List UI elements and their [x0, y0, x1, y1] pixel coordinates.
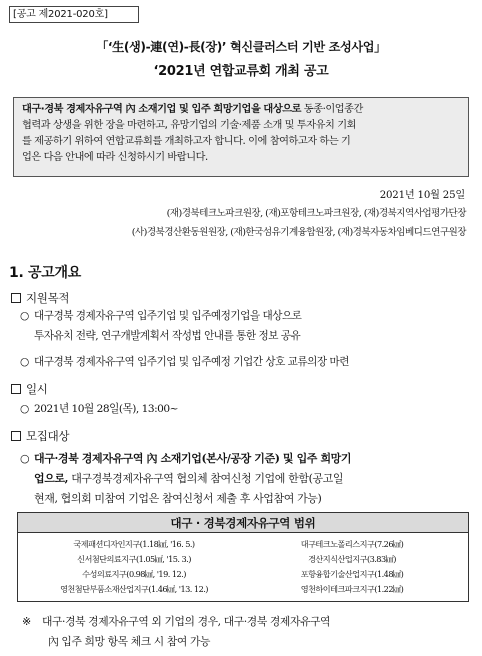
notice-number: [공고 제2021-020호] — [9, 6, 139, 23]
circle-bullet-icon: ○ — [20, 310, 29, 322]
zone-right-column — [242, 537, 462, 597]
organizations-line2: (사)경북경산환동원원장, (재)한국섬유기계융합원장, (재)경북자동차임베디드연구원장 — [131, 227, 466, 238]
zone-item: 수성의료지구(0.98㎢, '19. 12.) — [82, 569, 186, 579]
circle-bullet-icon: ○ — [20, 356, 29, 368]
zone-item: 국제패션디자인지구(1.18㎢, '16. 5.) — [73, 539, 195, 549]
organizations-line1: (재)경북테크노파크원장, (재)포항테크노파크원장, (재)경북지역사업평가단장 — [166, 208, 466, 219]
zone-item: 대구테크노폴리스지구(7.26㎢) — [300, 539, 404, 549]
purpose-heading: 지원목적 — [11, 290, 69, 306]
zone-range-table — [17, 512, 469, 602]
circle-bullet-icon: ○ — [20, 452, 30, 465]
checkbox-square-icon — [11, 384, 21, 394]
zone-item: 신서첨단의료지구(1.05㎢, '15. 3.) — [77, 554, 191, 564]
checkbox-square-icon — [11, 431, 21, 441]
zone-item: 포항융합기술산업지구(1.48㎢) — [300, 569, 404, 579]
zone-item: 경산지식산업지구(3.83㎢) — [308, 554, 396, 564]
schedule-heading: 일시 — [11, 381, 48, 397]
circle-bullet-icon: ○ — [20, 403, 29, 415]
eligibility-heading: 모집대상 — [11, 428, 69, 444]
zone-range-header: 대구 · 경북경제자유구역 범위 — [18, 513, 468, 533]
summary-line1-rest: 동종·이업종간 — [301, 104, 363, 115]
summary-line1 — [22, 102, 460, 118]
note-line2: 內 입주 희망 항목 체크 시 참여 가능 — [48, 635, 211, 648]
summary-box — [13, 97, 469, 177]
schedule-bullet: ○ 2021년 10월 28일(목), 13:00~ — [20, 400, 470, 420]
purpose-bullet-2: ○ 대구경북 경제자유구역 입주기업 및 입주예정 기업간 상호 교류의장 마련 — [20, 353, 470, 373]
title-line2: ‘2021년 연합교류회 개최 공고 — [153, 64, 329, 79]
checkbox-square-icon — [11, 293, 21, 303]
summary-line3: 를 제공하기 위하여 연합교류회를 개최하고자 합니다. 이에 참여하고자 하는 기 — [22, 136, 351, 147]
zone-left-column — [24, 537, 244, 597]
announcement-date: 2021년 10월 25일 — [379, 190, 465, 201]
note-line1: 대구·경북 경제자유구역 외 기업의 경우, 대구·경북 경제자유구역 — [42, 615, 331, 628]
title-line1: 「‘生(생)-連(연)-長(장)’ 혁신클러스터 기반 조성사업」 — [96, 40, 386, 54]
zone-item: 영천하이테크파크지구(1.22㎢) — [300, 584, 404, 594]
summary-line2: 협력과 상생을 위한 장을 마련하고, 유망기업의 기술·제품 소개 및 투자유치 기회 — [22, 120, 356, 131]
zone-item: 영천첨단부품소재산업지구(1.46㎢, '13. 12.) — [60, 584, 208, 594]
reference-mark-icon: ※ — [22, 615, 31, 628]
summary-line4: 업은 다음 안내에 따라 신청하시기 바랍니다. — [22, 152, 208, 163]
section-title: 1. 공고개요 — [9, 265, 81, 281]
summary-lead: 대구·경북 경제자유구역 內 소재기업 및 입주 희망기업을 대상으로 — [22, 104, 302, 115]
purpose-bullet-1: ○ 대구경북 경제자유구역 입주기업 및 입주예정기업을 대상으로 투자유치 전략, 연구개발계획서 작성법 안내를 통한 정보 공유 — [20, 307, 470, 347]
